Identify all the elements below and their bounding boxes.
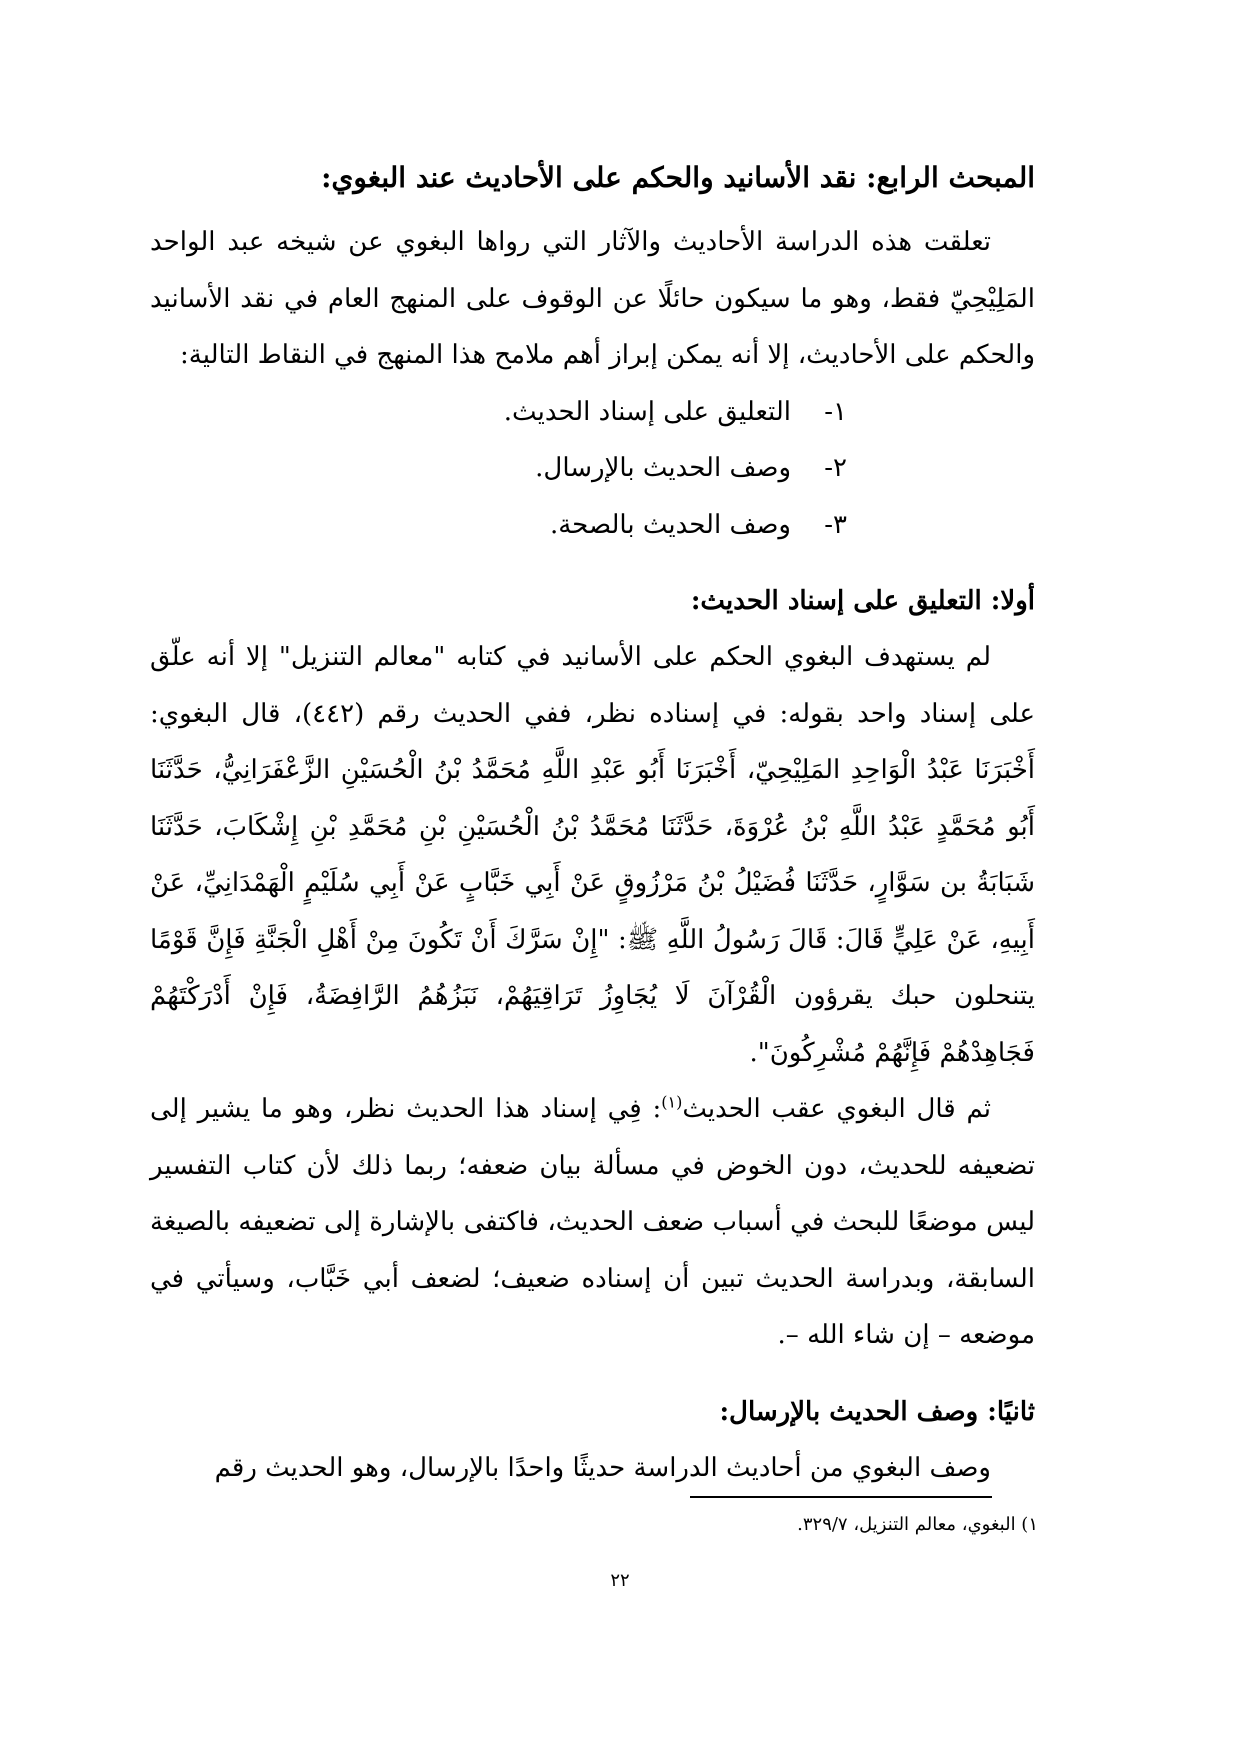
list-item-text: وصف الحديث بالإرسال.	[535, 453, 791, 483]
subheading-second: ثانيًا: وصف الحديث بالإرسال:	[719, 1396, 1035, 1427]
list-item-number: ٢-	[824, 453, 847, 483]
section-heading: المبحث الرابع: نقد الأسانيد والحكم على الأحاديث عند البغوي:	[321, 161, 1035, 194]
footnote-divider	[690, 1496, 992, 1498]
hadith-paragraph: لم يستهدف البغوي الحكم على الأسانيد في كتابه "معالم التنزيل" إلا أنه علّق على إسناد واحد بقوله: في إسناده نظر، ففي الحديث رقم (٤٤٢)، قال البغوي: أَخْبَرَنَا عَبْدُ الْوَاحِدِ المَلِيْحِيّ، أَخْبَرَنَا أَبُو عَبْدِ اللَّهِ مُحَمَّدُ بْنُ الْحُسَيْنِ الزَّعْفَرَانِيُّ، حَدَّثَنَا أَبُو مُحَمَّدٍ عَبْدُ اللَّهِ بْنُ عُرْوَةَ، حَدَّثَنَا مُحَمَّدُ بْنُ الْحُسَيْنِ بْنِ مُحَمَّدِ بْنِ إِشْكَابَ، حَدَّثَنَا شَبَابَةُ بن سَوَّارٍ، حَدَّثَنَا فُضَيْلُ بْنُ مَرْزُوقٍ عَنْ أَبِي خَبَّابٍ عَنْ أَبِي سُلَيْمٍ الْهَمْدَانِيِّ، عَنْ أَبِيهِ، عَنْ عَلِيٍّ قَالَ: قَالَ رَسُولُ اللَّهِ ﷺ: "إِنْ سَرَّكَ أَنْ تَكُونَ مِنْ أَهْلِ الْجَنَّةِ فَإِنَّ قَوْمًا يتنحلون حبك يقرؤون الْقُرْآنَ لَا يُجَاوِزُ تَرَاقِيَهُمْ، نَبَزُهُمُ الرَّافِضَةُ، فَإِنْ أَدْرَكْتَهُمْ فَجَاهِدْهُمْ فَإِنَّهُمْ مُشْرِكُونَ".	[150, 642, 1036, 1068]
points-list	[150, 384, 847, 554]
footnote-reference[interactable]: (١)	[661, 1092, 683, 1112]
list-item	[150, 497, 847, 554]
page-number: ٢٢	[610, 1570, 630, 1591]
commentary-text-end: : فِي إسناد هذا الحديث نظر، وهو ما يشير إلى تضعيفه للحديث، دون الخوض في مسألة بيان ضعفه؛ ربما ذلك لأن كتاب التفسير ليس موضعًا للبحث في أسباب ضعف الحديث، فاكتفى بالإشارة إلى تضعيفه بالصيغة السابقة، وبدراسة الحديث تبين أن إسناده ضعيف؛ لضعف أبي خَبَّاب، وسيأتي في موضعه – إن شاء الله –.	[150, 1094, 1035, 1350]
intro-paragraph: تعلقت هذه الدراسة الأحاديث والآثار التي رواها البغوي عن شيخه عبد الواحد المَلِيْحِيّ فقط، وهو ما سيكون حائلًا عن الوقوف على المنهج العام في نقد الأسانيد والحكم على الأحاديث، إلا أنه يمكن إبراز أهم ملامح هذا المنهج في النقاط التالية:	[150, 227, 1035, 370]
list-item-text: التعليق على إسناد الحديث.	[503, 396, 791, 427]
list-item	[150, 440, 847, 497]
irsal-paragraph: وصف البغوي من أحاديث الدراسة حديثًا واحدًا بالإرسال، وهو الحديث رقم	[214, 1452, 991, 1483]
page-body	[150, 150, 1035, 1496]
commentary-paragraph	[150, 1081, 1035, 1364]
list-item-number: ١-	[824, 396, 847, 427]
subheading-first: أولا: التعليق على إسناد الحديث:	[690, 586, 1035, 616]
footnote: ١) البغوي، معالم التنزيل، ٣٢٩/٧.	[797, 1514, 1038, 1535]
list-item-text: وصف الحديث بالصحة.	[549, 509, 791, 540]
list-item	[150, 384, 847, 441]
list-item-number: ٣-	[824, 509, 847, 540]
commentary-text-start: ثم قال البغوي عقب الحديث	[682, 1094, 991, 1124]
